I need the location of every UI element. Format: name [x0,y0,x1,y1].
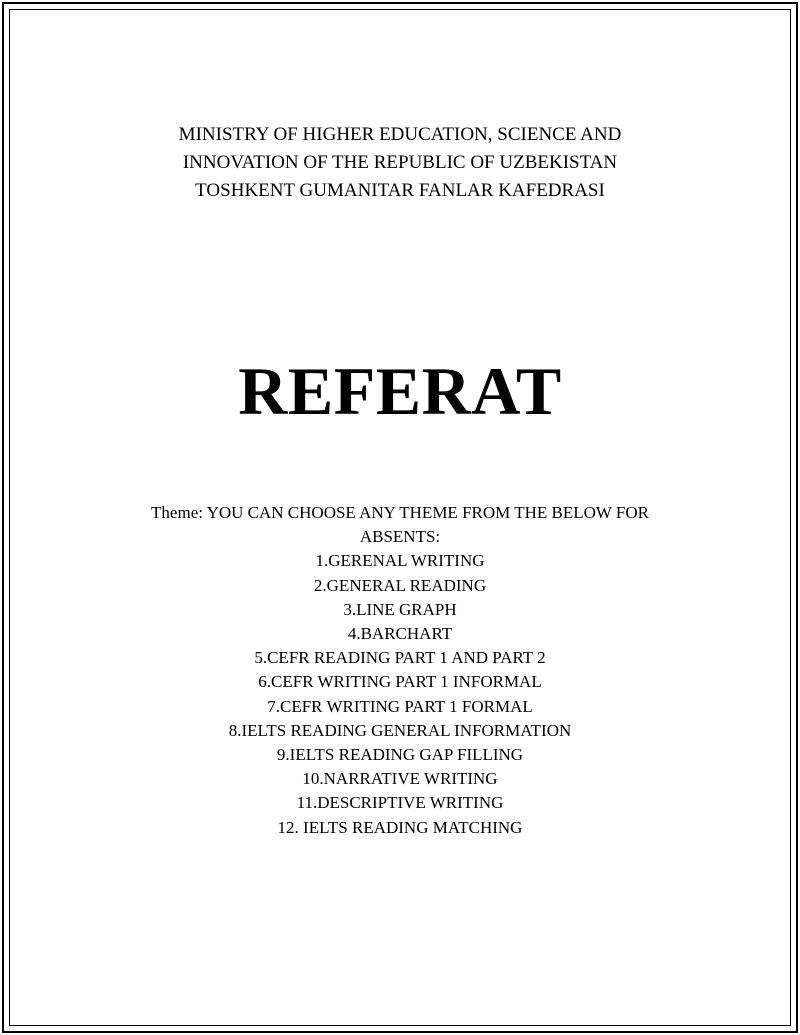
topic-item: 9.IELTS READING GAP FILLING [276,745,524,765]
header-line: INNOVATION OF THE REPUBLIC OF UZBEKISTAN [182,152,618,173]
topic-item: 4.BARCHART [347,624,453,643]
document-title: REFERAT [238,353,562,429]
topic-list [0,549,800,839]
header-line: MINISTRY OF HIGHER EDUCATION, SCIENCE AND [178,124,622,145]
topic-item: 3.LINE GRAPH [343,599,457,619]
theme-line: ABSENTS: [359,527,441,547]
topic-item: 10.NARRATIVE WRITING [302,769,498,789]
topic-item: 7.CEFR WRITING PART 1 FORMAL [267,696,533,716]
topic-item: 2.GENERAL READING [313,575,487,595]
topic-item: 5.CEFR READING PART 1 AND PART 2 [254,648,546,668]
topic-item: 6.CEFR WRITING PART 1 INFORMAL [258,672,542,692]
theme-line: Theme: YOU CAN CHOOSE ANY THEME FROM THE BELOW FOR [151,503,649,522]
topic-item: 8.IELTS READING GENERAL INFORMATION [228,720,572,740]
theme-statement [0,501,800,549]
institution-header [0,121,800,205]
topic-item: 12. IELTS READING MATCHING [277,817,523,837]
topic-item: 11.DESCRIPTIVE WRITING [296,793,504,813]
topic-item: 1.GERENAL WRITING [315,551,485,571]
header-line: TOSHKENT GUMANITAR FANLAR KAFEDRASI [195,180,605,201]
